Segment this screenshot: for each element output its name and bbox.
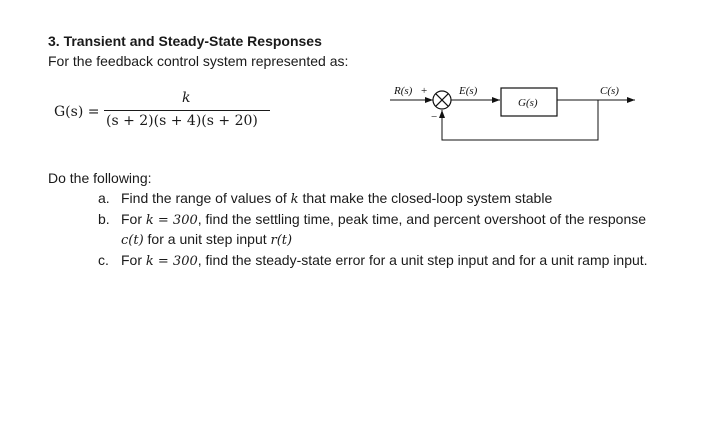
task-a	[98, 189, 658, 210]
task-list	[98, 189, 658, 271]
math-expression: c(t)	[121, 233, 144, 248]
math-expression: r(t)	[270, 233, 293, 248]
task-text: For	[121, 251, 146, 268]
task-marker: c.	[98, 251, 109, 268]
problem-heading: 3. Transient and Steady-State Responses	[48, 33, 322, 49]
summing-junction	[433, 91, 451, 109]
task-marker: b.	[98, 210, 110, 227]
task-text: that make the closed-loop system stable	[298, 190, 553, 206]
fraction-bar	[104, 110, 270, 111]
task-c	[98, 251, 658, 272]
transfer-function-numerator: k	[182, 90, 191, 106]
task-text: Find the range of values of	[121, 190, 291, 206]
minus-sign: −	[431, 111, 438, 123]
task-b	[98, 210, 658, 251]
task-text: For	[121, 210, 146, 227]
plus-sign: +	[421, 85, 428, 97]
block-diagram	[390, 80, 650, 150]
transfer-function-denominator: (s + 2)(s + 4)(s + 20)	[106, 113, 258, 129]
math-variable: k	[290, 192, 299, 207]
problem-subheading: For the feedback control system represented as:	[48, 53, 349, 69]
task-text: , find the steady-state error for a unit step input and for a unit ramp input.	[197, 251, 648, 268]
instructions-intro: Do the following:	[48, 170, 152, 186]
transfer-function-lhs: G(s) =	[54, 104, 100, 120]
block-label: G(s)	[518, 97, 538, 109]
math-expression: k = 300	[145, 253, 198, 269]
transfer-function	[54, 90, 284, 136]
output-label: C(s)	[600, 85, 619, 97]
task-text: , find the settling time, peak time, and percent overshoot of the response	[197, 210, 647, 227]
error-label: E(s)	[459, 85, 478, 97]
input-label: R(s)	[394, 85, 413, 97]
task-text: for a unit step input	[143, 231, 271, 247]
math-expression: k = 300	[145, 212, 198, 228]
task-marker: a.	[98, 190, 110, 206]
